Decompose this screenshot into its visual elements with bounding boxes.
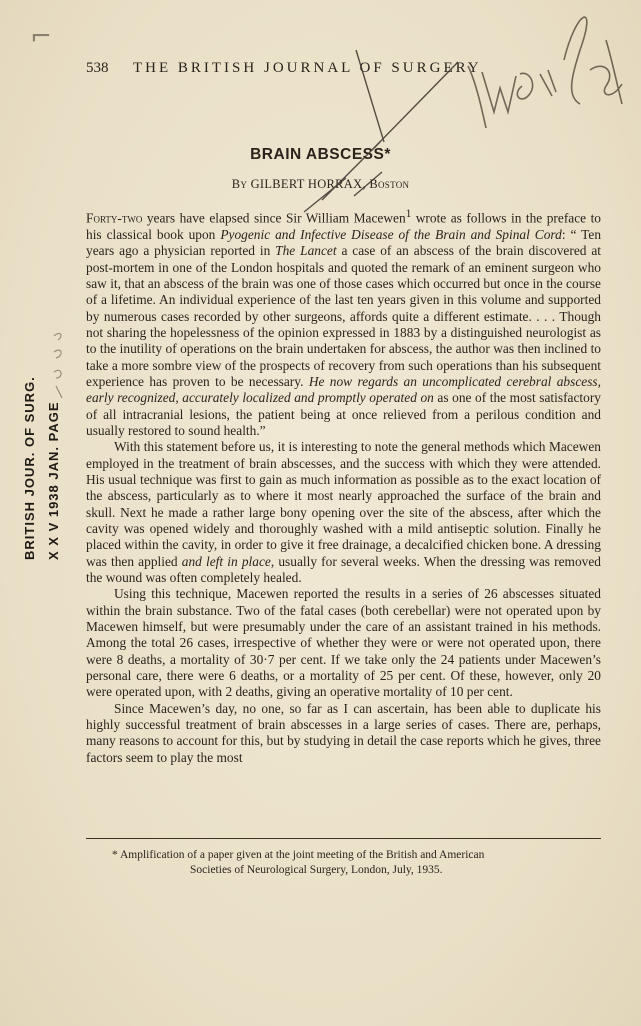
pencil-annotation xyxy=(50,330,70,405)
footnote-line-1: * Amplification of a paper given at the joint meeting of the British and American xyxy=(112,849,485,861)
text-run: , usually for several weeks. When the dressing was removed the wound was often completely healed. xyxy=(86,553,601,586)
text-run: Since Macewen’s day, no one, so far as I can ascertain, has been able to duplicate his highly successful treatment of brain abscesses in a large series of cases. There are, perhaps, many reasons to account for this, but by studying in detail the case reports which he gives, three factors seem to play the most xyxy=(86,700,601,765)
footnote-rule xyxy=(86,838,601,839)
footnote xyxy=(112,848,592,877)
text-run: as one of the most satisfactory of all intracranial lesions, the patient being at once relieved from a perilous condition and usually restored to sound health.” xyxy=(86,390,602,438)
author-by: By xyxy=(231,177,248,191)
author-name: GILBERT HORRAX, xyxy=(250,177,366,191)
page-number: 538 xyxy=(86,60,109,76)
text-run: years have elapsed since Sir William Macewen xyxy=(142,210,406,226)
text-run: Using this technique, Macewen reported the results in a series of 26 abscesses situated within the brain substance. Two of the fatal cases (both cerebellar) were not operated upon by Macewen himself, but were presumably under the care of an assistant trained in his methods. Among the total 26 cases, irrespective of whether they were or were not operated upon, there were 8 deaths, a mortality of 30·7 per cent. If we take only the 24 patients under Macewen’s personal care, there were 6 deaths, or a mortality of 25 per cent. Of these, however, only 20 were operated upon, with 2 deaths, giving an operative mortality of 10 per cent. xyxy=(86,586,601,700)
stamp-line-1: BRITISH JOUR. OF SURG. xyxy=(22,376,37,560)
journal-title: THE BRITISH JOURNAL OF SURGERY xyxy=(132,60,482,76)
paragraph xyxy=(86,701,601,766)
italic-text: and left in place xyxy=(181,553,271,569)
italic-text: He now regards an uncomplicated cerebral abscess, early recognized, accurately localized and promptly operated on xyxy=(86,373,601,406)
running-header xyxy=(86,60,606,77)
footnote-line-2: Societies of Neurological Surgery, London, July, 1935. xyxy=(190,863,443,876)
text-run: With this statement before us, it is interesting to note the general methods which Macewen employed in the treatment of brain abscesses, and the success with which they were attended. His usual technique was first to gain as much information as possible as to the exact location of the abscess, particularly as to where it most nearly approached the surface of the brain and skull. Next he made a rather large bony opening over the site of the abscess, after which the cavity was opened widely and thoroughly washed with a mild antiseptic solution. Finally he placed within the cavity, in order to give it free drainage, a decalcified chicken bone. A dressing was then applied xyxy=(86,439,601,569)
text-run: : “ Ten years ago a physician reported in xyxy=(86,226,602,259)
text-run: wrote as follows in the preface to his classical book upon xyxy=(86,210,602,242)
pencil-mark: ⌐ xyxy=(30,22,52,52)
author-location: Boston xyxy=(369,177,410,191)
paragraph-lead: Forty-two xyxy=(86,210,143,226)
paragraph xyxy=(86,206,601,439)
italic-text: Pyogenic and Infective Disease of the Brain and Spinal Cord xyxy=(220,226,562,242)
stamp-line-2: X X V 1938 JAN. PAGE xyxy=(46,401,61,560)
article-body xyxy=(86,206,601,766)
citation-marker: 1 xyxy=(405,208,412,220)
article-title: BRAIN ABSCESS* xyxy=(250,146,391,163)
italic-text: The Lancet xyxy=(275,243,337,259)
author-line xyxy=(0,177,641,192)
paragraph xyxy=(86,586,601,700)
paragraph xyxy=(86,439,601,586)
text-run: a case of an abscess of the brain discovered at post-mortem in one of the London hospitals and quoted the remark of an eminent surgeon who saw it, that an abscess of the brain was one of those cases which occurred but once in the course of a lifetime. An individual experience of the last ten years given in this volume and supported by numerous cases recorded by other surgeons, affords quite a different estimate. . . . Though not sharing the hopelessness of the opinion expressed in 1883 by a distinguished neurologist as to the inutility of operations on the brain undertaken for abscess, the author was then inclined to take a more sombre view of the prospects of recovery from such operations than his subsequent experience has proven to be necessary. xyxy=(86,243,601,389)
